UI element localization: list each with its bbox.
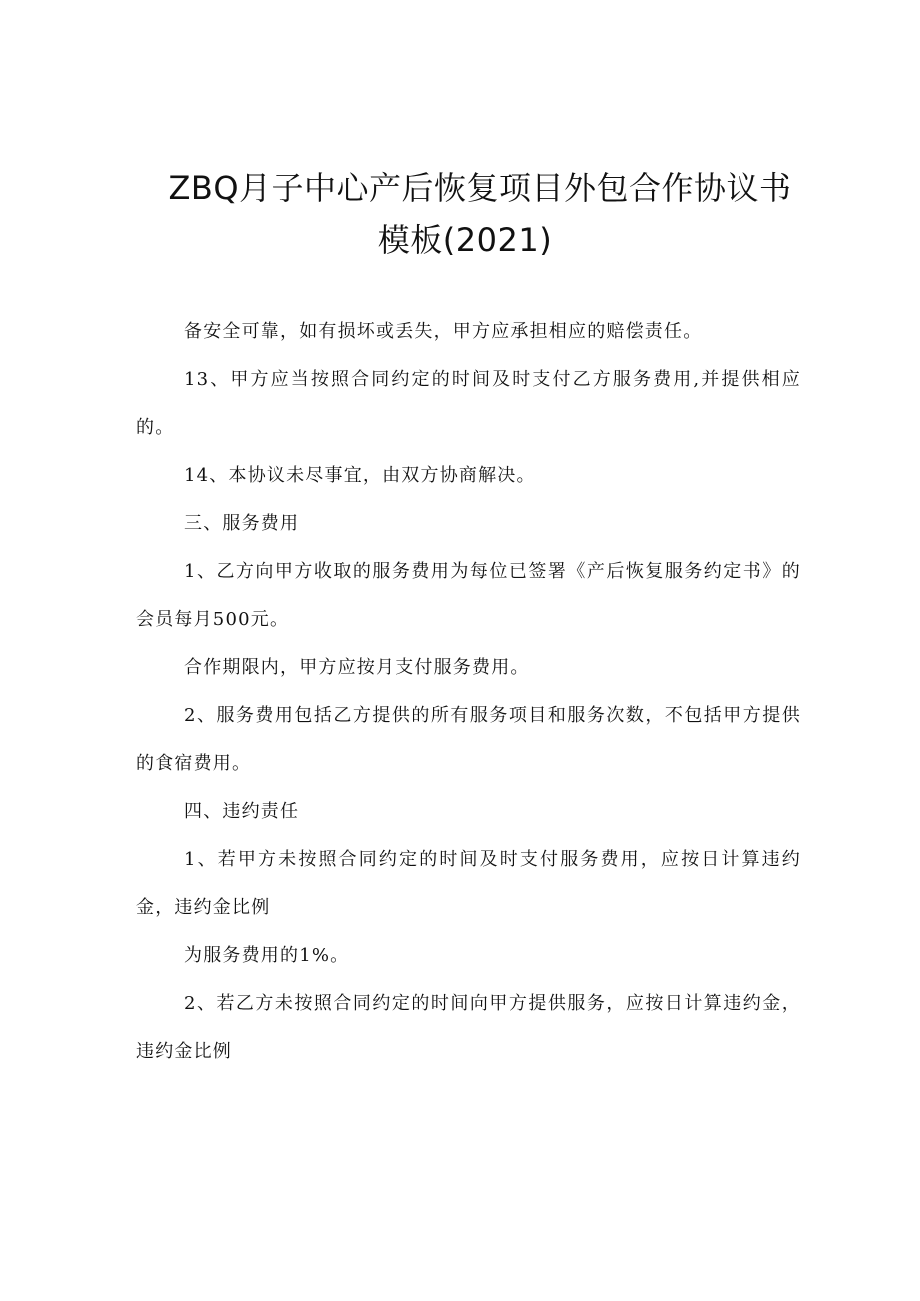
section-heading-service-fees: 三、服务费用 [184,513,300,534]
paragraph-clause-13: 13、甲方应当按照合同约定的时间及时支付乙方服务费用,并提供相应的。 [136,369,801,438]
paragraph-fee-clause-2: 2、服务费用包括乙方提供的所有服务项目和服务次数，不包括甲方提供的食宿费用。 [136,705,801,774]
paragraph-monthly-payment: 合作期限内，甲方应按月支付服务费用。 [184,657,530,678]
paragraph-clause-14: 14、本协议未尽事宜，由双方协商解决。 [184,465,536,486]
title-line-2: 模板(2021) [377,221,553,259]
title-line-1: ZBQ月子中心产后恢复项目外包合作协议书 [168,169,792,207]
paragraph-breach-clause-2: 2、若乙方未按照合同约定的时间向甲方提供服务，应按日计算违约金，违约金比例 [136,993,801,1062]
paragraph-breach-clause-1: 1、若甲方未按照合同约定的时间及时支付服务费用，应按日计算违约金，违约金比例 [136,849,801,918]
section-heading-breach-liability: 四、违约责任 [184,801,300,822]
document-title [140,162,820,266]
paragraph-equipment-liability: 备安全可靠，如有损坏或丢失，甲方应承担相应的赔偿责任。 [184,321,703,342]
paragraph-penalty-rate: 为服务费用的1%。 [184,945,350,966]
paragraph-fee-clause-1: 1、乙方向甲方收取的服务费用为每位已签署《产后恢复服务约定书》的会员每月500元。 [136,561,801,630]
document-body [136,308,801,1076]
